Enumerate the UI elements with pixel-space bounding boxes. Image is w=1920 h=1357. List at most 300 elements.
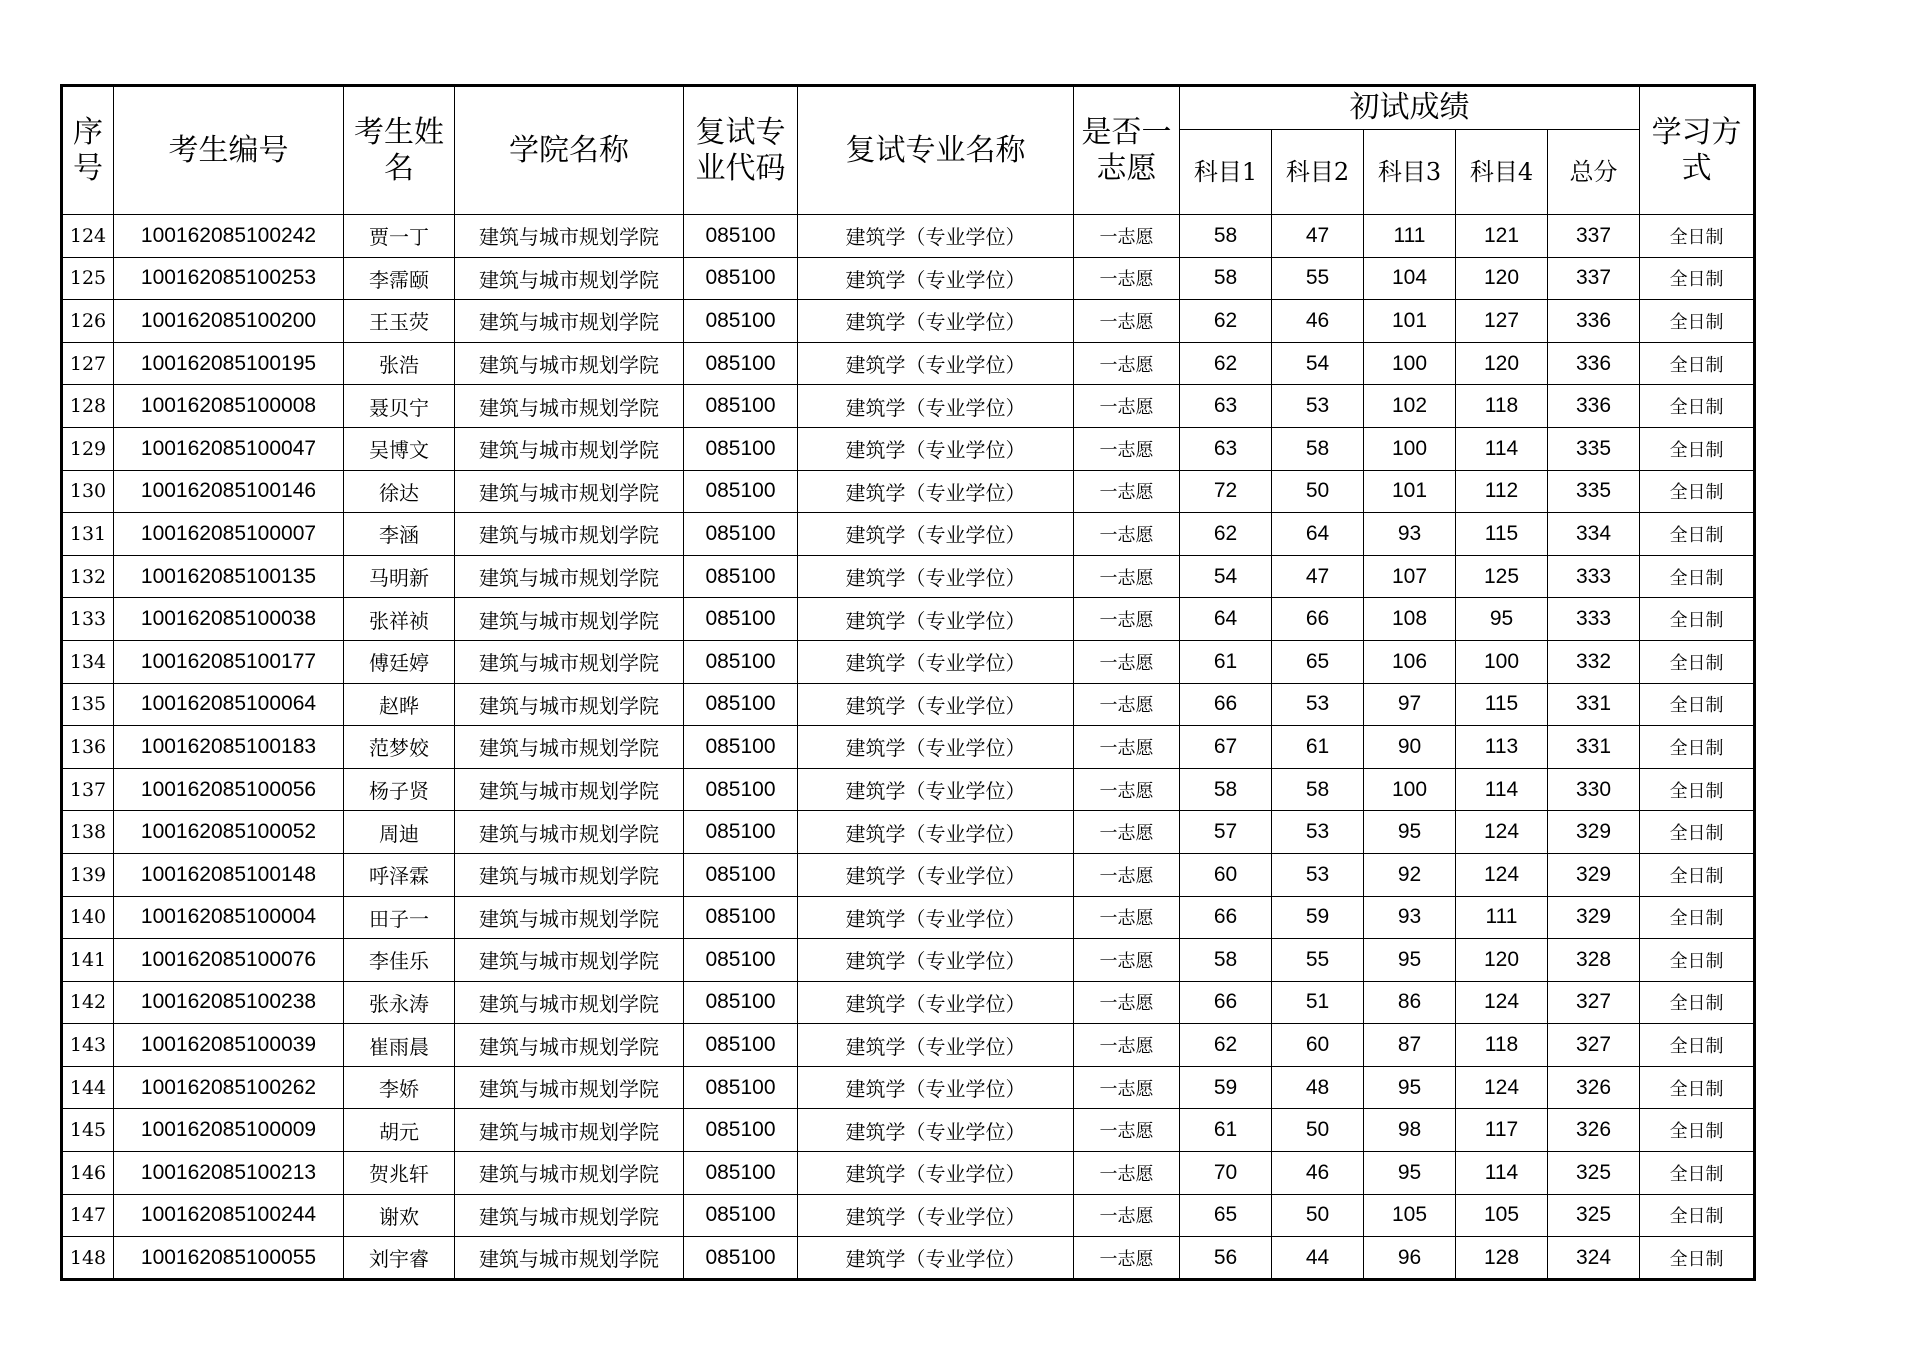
cell-major-code: 085100 bbox=[684, 1152, 798, 1195]
cell-exam-no: 100162085100052 bbox=[114, 811, 344, 854]
cell-subject3: 100 bbox=[1364, 427, 1456, 470]
cell-major-name: 建筑学（专业学位） bbox=[798, 470, 1074, 513]
cell-major-code: 085100 bbox=[684, 470, 798, 513]
cell-subject3: 98 bbox=[1364, 1109, 1456, 1152]
table-row bbox=[62, 1194, 1755, 1237]
cell-total: 337 bbox=[1548, 215, 1640, 258]
cell-total: 336 bbox=[1548, 300, 1640, 343]
cell-subject4: 120 bbox=[1456, 342, 1548, 385]
cell-total: 336 bbox=[1548, 385, 1640, 428]
cell-subject4: 127 bbox=[1456, 300, 1548, 343]
cell-study-mode: 全日制 bbox=[1640, 215, 1755, 258]
cell-major-name: 建筑学（专业学位） bbox=[798, 640, 1074, 683]
cell-major-code: 085100 bbox=[684, 1109, 798, 1152]
cell-subject1: 57 bbox=[1180, 811, 1272, 854]
cell-exam-no: 100162085100253 bbox=[114, 257, 344, 300]
cell-college: 建筑与城市规划学院 bbox=[455, 640, 684, 683]
cell-college: 建筑与城市规划学院 bbox=[455, 257, 684, 300]
cell-first-choice: 一志愿 bbox=[1074, 1152, 1180, 1195]
cell-first-choice: 一志愿 bbox=[1074, 640, 1180, 683]
header-total: 总分 bbox=[1548, 130, 1640, 215]
cell-subject1: 58 bbox=[1180, 768, 1272, 811]
cell-study-mode: 全日制 bbox=[1640, 1194, 1755, 1237]
cell-major-name: 建筑学（专业学位） bbox=[798, 981, 1074, 1024]
table-row bbox=[62, 1237, 1755, 1280]
cell-exam-no: 100162085100007 bbox=[114, 513, 344, 556]
cell-total: 329 bbox=[1548, 853, 1640, 896]
table-row bbox=[62, 215, 1755, 258]
cell-seq: 134 bbox=[62, 640, 114, 683]
cell-subject3: 93 bbox=[1364, 896, 1456, 939]
cell-subject2: 55 bbox=[1272, 257, 1364, 300]
cell-college: 建筑与城市规划学院 bbox=[455, 342, 684, 385]
table-row bbox=[62, 385, 1755, 428]
cell-total: 325 bbox=[1548, 1152, 1640, 1195]
cell-major-name: 建筑学（专业学位） bbox=[798, 853, 1074, 896]
cell-college: 建筑与城市规划学院 bbox=[455, 427, 684, 470]
cell-major-name: 建筑学（专业学位） bbox=[798, 896, 1074, 939]
cell-seq: 129 bbox=[62, 427, 114, 470]
cell-subject4: 114 bbox=[1456, 768, 1548, 811]
cell-first-choice: 一志愿 bbox=[1074, 385, 1180, 428]
cell-exam-no: 100162085100195 bbox=[114, 342, 344, 385]
cell-exam-no: 100162085100242 bbox=[114, 215, 344, 258]
cell-study-mode: 全日制 bbox=[1640, 598, 1755, 641]
cell-college: 建筑与城市规划学院 bbox=[455, 1024, 684, 1067]
cell-name: 赵晔 bbox=[344, 683, 455, 726]
cell-major-code: 085100 bbox=[684, 1194, 798, 1237]
table-row bbox=[62, 1152, 1755, 1195]
cell-subject1: 66 bbox=[1180, 981, 1272, 1024]
cell-subject2: 46 bbox=[1272, 1152, 1364, 1195]
cell-subject2: 50 bbox=[1272, 1109, 1364, 1152]
cell-major-code: 085100 bbox=[684, 513, 798, 556]
header-subject2: 科目2 bbox=[1272, 130, 1364, 215]
cell-name: 王玉荧 bbox=[344, 300, 455, 343]
cell-total: 331 bbox=[1548, 683, 1640, 726]
cell-name: 周迪 bbox=[344, 811, 455, 854]
cell-first-choice: 一志愿 bbox=[1074, 257, 1180, 300]
cell-subject1: 61 bbox=[1180, 1109, 1272, 1152]
cell-major-name: 建筑学（专业学位） bbox=[798, 1194, 1074, 1237]
cell-subject3: 101 bbox=[1364, 300, 1456, 343]
cell-seq: 146 bbox=[62, 1152, 114, 1195]
cell-total: 334 bbox=[1548, 513, 1640, 556]
cell-major-code: 085100 bbox=[684, 768, 798, 811]
cell-subject3: 96 bbox=[1364, 1237, 1456, 1280]
cell-name: 李涵 bbox=[344, 513, 455, 556]
cell-first-choice: 一志愿 bbox=[1074, 726, 1180, 769]
header-prelim-scores: 初试成绩 bbox=[1180, 86, 1640, 130]
cell-name: 吴博文 bbox=[344, 427, 455, 470]
table-row bbox=[62, 598, 1755, 641]
cell-subject1: 60 bbox=[1180, 853, 1272, 896]
cell-seq: 124 bbox=[62, 215, 114, 258]
cell-college: 建筑与城市规划学院 bbox=[455, 981, 684, 1024]
cell-subject2: 44 bbox=[1272, 1237, 1364, 1280]
cell-study-mode: 全日制 bbox=[1640, 1152, 1755, 1195]
cell-subject3: 100 bbox=[1364, 342, 1456, 385]
cell-subject2: 66 bbox=[1272, 598, 1364, 641]
cell-total: 331 bbox=[1548, 726, 1640, 769]
table-row bbox=[62, 768, 1755, 811]
cell-major-name: 建筑学（专业学位） bbox=[798, 215, 1074, 258]
cell-name: 傅廷婷 bbox=[344, 640, 455, 683]
cell-exam-no: 100162085100177 bbox=[114, 640, 344, 683]
cell-study-mode: 全日制 bbox=[1640, 300, 1755, 343]
cell-subject4: 115 bbox=[1456, 683, 1548, 726]
cell-major-name: 建筑学（专业学位） bbox=[798, 555, 1074, 598]
cell-first-choice: 一志愿 bbox=[1074, 853, 1180, 896]
cell-subject1: 63 bbox=[1180, 385, 1272, 428]
cell-subject3: 95 bbox=[1364, 811, 1456, 854]
cell-subject1: 62 bbox=[1180, 342, 1272, 385]
cell-subject1: 58 bbox=[1180, 939, 1272, 982]
cell-college: 建筑与城市规划学院 bbox=[455, 1152, 684, 1195]
cell-study-mode: 全日制 bbox=[1640, 726, 1755, 769]
cell-name: 贾一丁 bbox=[344, 215, 455, 258]
cell-name: 李佳乐 bbox=[344, 939, 455, 982]
cell-subject3: 95 bbox=[1364, 939, 1456, 982]
cell-subject2: 50 bbox=[1272, 1194, 1364, 1237]
cell-seq: 145 bbox=[62, 1109, 114, 1152]
cell-subject4: 105 bbox=[1456, 1194, 1548, 1237]
cell-seq: 132 bbox=[62, 555, 114, 598]
cell-study-mode: 全日制 bbox=[1640, 1237, 1755, 1280]
table-row bbox=[62, 1109, 1755, 1152]
cell-subject4: 128 bbox=[1456, 1237, 1548, 1280]
cell-college: 建筑与城市规划学院 bbox=[455, 683, 684, 726]
cell-study-mode: 全日制 bbox=[1640, 1109, 1755, 1152]
cell-seq: 143 bbox=[62, 1024, 114, 1067]
cell-subject1: 58 bbox=[1180, 257, 1272, 300]
cell-college: 建筑与城市规划学院 bbox=[455, 1237, 684, 1280]
cell-major-code: 085100 bbox=[684, 853, 798, 896]
cell-subject2: 48 bbox=[1272, 1066, 1364, 1109]
cell-subject3: 104 bbox=[1364, 257, 1456, 300]
cell-exam-no: 100162085100135 bbox=[114, 555, 344, 598]
cell-subject2: 58 bbox=[1272, 427, 1364, 470]
table-row bbox=[62, 640, 1755, 683]
cell-major-name: 建筑学（专业学位） bbox=[798, 342, 1074, 385]
cell-name: 刘宇睿 bbox=[344, 1237, 455, 1280]
cell-total: 325 bbox=[1548, 1194, 1640, 1237]
cell-subject2: 51 bbox=[1272, 981, 1364, 1024]
cell-subject2: 58 bbox=[1272, 768, 1364, 811]
cell-first-choice: 一志愿 bbox=[1074, 939, 1180, 982]
cell-first-choice: 一志愿 bbox=[1074, 1066, 1180, 1109]
cell-major-code: 085100 bbox=[684, 981, 798, 1024]
cell-first-choice: 一志愿 bbox=[1074, 1194, 1180, 1237]
cell-subject1: 62 bbox=[1180, 1024, 1272, 1067]
cell-subject4: 118 bbox=[1456, 1024, 1548, 1067]
cell-study-mode: 全日制 bbox=[1640, 470, 1755, 513]
cell-first-choice: 一志愿 bbox=[1074, 1024, 1180, 1067]
cell-subject2: 59 bbox=[1272, 896, 1364, 939]
cell-name: 张祥祯 bbox=[344, 598, 455, 641]
cell-seq: 139 bbox=[62, 853, 114, 896]
cell-total: 327 bbox=[1548, 1024, 1640, 1067]
cell-study-mode: 全日制 bbox=[1640, 342, 1755, 385]
cell-study-mode: 全日制 bbox=[1640, 896, 1755, 939]
cell-total: 335 bbox=[1548, 470, 1640, 513]
cell-exam-no: 100162085100064 bbox=[114, 683, 344, 726]
table-row bbox=[62, 726, 1755, 769]
cell-subject3: 95 bbox=[1364, 1152, 1456, 1195]
cell-college: 建筑与城市规划学院 bbox=[455, 726, 684, 769]
table-row bbox=[62, 1066, 1755, 1109]
cell-major-code: 085100 bbox=[684, 939, 798, 982]
cell-major-code: 085100 bbox=[684, 598, 798, 641]
cell-study-mode: 全日制 bbox=[1640, 853, 1755, 896]
table-row bbox=[62, 811, 1755, 854]
cell-name: 李霈颐 bbox=[344, 257, 455, 300]
cell-first-choice: 一志愿 bbox=[1074, 427, 1180, 470]
cell-college: 建筑与城市规划学院 bbox=[455, 896, 684, 939]
cell-major-code: 085100 bbox=[684, 385, 798, 428]
cell-first-choice: 一志愿 bbox=[1074, 811, 1180, 854]
cell-first-choice: 一志愿 bbox=[1074, 513, 1180, 556]
cell-college: 建筑与城市规划学院 bbox=[455, 470, 684, 513]
cell-subject1: 54 bbox=[1180, 555, 1272, 598]
cell-name: 聂贝宁 bbox=[344, 385, 455, 428]
cell-subject2: 53 bbox=[1272, 385, 1364, 428]
cell-total: 335 bbox=[1548, 427, 1640, 470]
cell-seq: 131 bbox=[62, 513, 114, 556]
cell-name: 田子一 bbox=[344, 896, 455, 939]
cell-exam-no: 100162085100004 bbox=[114, 896, 344, 939]
cell-college: 建筑与城市规划学院 bbox=[455, 853, 684, 896]
cell-major-name: 建筑学（专业学位） bbox=[798, 1152, 1074, 1195]
cell-major-name: 建筑学（专业学位） bbox=[798, 1237, 1074, 1280]
cell-total: 337 bbox=[1548, 257, 1640, 300]
cell-subject4: 112 bbox=[1456, 470, 1548, 513]
cell-subject3: 92 bbox=[1364, 853, 1456, 896]
cell-major-code: 085100 bbox=[684, 300, 798, 343]
cell-total: 326 bbox=[1548, 1109, 1640, 1152]
table-body bbox=[62, 215, 1755, 1280]
cell-subject1: 62 bbox=[1180, 300, 1272, 343]
cell-name: 范梦姣 bbox=[344, 726, 455, 769]
cell-seq: 135 bbox=[62, 683, 114, 726]
table-header bbox=[62, 86, 1755, 215]
cell-total: 326 bbox=[1548, 1066, 1640, 1109]
cell-exam-no: 100162085100056 bbox=[114, 768, 344, 811]
cell-seq: 141 bbox=[62, 939, 114, 982]
cell-major-code: 085100 bbox=[684, 555, 798, 598]
cell-first-choice: 一志愿 bbox=[1074, 598, 1180, 641]
table-row bbox=[62, 300, 1755, 343]
cell-subject1: 64 bbox=[1180, 598, 1272, 641]
cell-seq: 133 bbox=[62, 598, 114, 641]
cell-total: 327 bbox=[1548, 981, 1640, 1024]
cell-major-code: 085100 bbox=[684, 896, 798, 939]
cell-major-code: 085100 bbox=[684, 683, 798, 726]
cell-name: 杨子贤 bbox=[344, 768, 455, 811]
cell-name: 徐达 bbox=[344, 470, 455, 513]
header-major-name: 复试专业名称 bbox=[798, 86, 1074, 215]
cell-major-code: 085100 bbox=[684, 342, 798, 385]
cell-subject2: 47 bbox=[1272, 215, 1364, 258]
cell-college: 建筑与城市规划学院 bbox=[455, 1194, 684, 1237]
cell-exam-no: 100162085100039 bbox=[114, 1024, 344, 1067]
table-row bbox=[62, 853, 1755, 896]
cell-exam-no: 100162085100213 bbox=[114, 1152, 344, 1195]
cell-subject4: 120 bbox=[1456, 939, 1548, 982]
cell-subject2: 54 bbox=[1272, 342, 1364, 385]
cell-subject3: 101 bbox=[1364, 470, 1456, 513]
cell-total: 333 bbox=[1548, 555, 1640, 598]
cell-subject1: 70 bbox=[1180, 1152, 1272, 1195]
cell-college: 建筑与城市规划学院 bbox=[455, 300, 684, 343]
cell-subject3: 90 bbox=[1364, 726, 1456, 769]
cell-subject4: 124 bbox=[1456, 853, 1548, 896]
cell-major-name: 建筑学（专业学位） bbox=[798, 385, 1074, 428]
cell-college: 建筑与城市规划学院 bbox=[455, 555, 684, 598]
cell-subject4: 113 bbox=[1456, 726, 1548, 769]
cell-subject2: 65 bbox=[1272, 640, 1364, 683]
cell-subject2: 64 bbox=[1272, 513, 1364, 556]
cell-college: 建筑与城市规划学院 bbox=[455, 939, 684, 982]
table-row bbox=[62, 896, 1755, 939]
cell-major-name: 建筑学（专业学位） bbox=[798, 1024, 1074, 1067]
cell-subject1: 72 bbox=[1180, 470, 1272, 513]
cell-name: 谢欢 bbox=[344, 1194, 455, 1237]
cell-subject4: 124 bbox=[1456, 811, 1548, 854]
cell-college: 建筑与城市规划学院 bbox=[455, 768, 684, 811]
header-study-mode: 学习方式 bbox=[1640, 86, 1755, 215]
cell-exam-no: 100162085100009 bbox=[114, 1109, 344, 1152]
cell-total: 329 bbox=[1548, 896, 1640, 939]
cell-first-choice: 一志愿 bbox=[1074, 555, 1180, 598]
cell-college: 建筑与城市规划学院 bbox=[455, 811, 684, 854]
cell-seq: 126 bbox=[62, 300, 114, 343]
cell-subject3: 106 bbox=[1364, 640, 1456, 683]
cell-major-name: 建筑学（专业学位） bbox=[798, 300, 1074, 343]
table-row bbox=[62, 513, 1755, 556]
table-row bbox=[62, 427, 1755, 470]
cell-major-code: 085100 bbox=[684, 1237, 798, 1280]
cell-subject1: 63 bbox=[1180, 427, 1272, 470]
cell-subject1: 67 bbox=[1180, 726, 1272, 769]
cell-subject4: 114 bbox=[1456, 1152, 1548, 1195]
cell-major-name: 建筑学（专业学位） bbox=[798, 768, 1074, 811]
cell-college: 建筑与城市规划学院 bbox=[455, 385, 684, 428]
cell-major-name: 建筑学（专业学位） bbox=[798, 1066, 1074, 1109]
cell-major-name: 建筑学（专业学位） bbox=[798, 427, 1074, 470]
cell-seq: 148 bbox=[62, 1237, 114, 1280]
cell-first-choice: 一志愿 bbox=[1074, 470, 1180, 513]
cell-subject4: 95 bbox=[1456, 598, 1548, 641]
cell-name: 马明新 bbox=[344, 555, 455, 598]
cell-college: 建筑与城市规划学院 bbox=[455, 215, 684, 258]
cell-first-choice: 一志愿 bbox=[1074, 1237, 1180, 1280]
cell-subject4: 125 bbox=[1456, 555, 1548, 598]
cell-total: 328 bbox=[1548, 939, 1640, 982]
cell-seq: 128 bbox=[62, 385, 114, 428]
cell-major-name: 建筑学（专业学位） bbox=[798, 683, 1074, 726]
cell-study-mode: 全日制 bbox=[1640, 385, 1755, 428]
header-exam-no: 考生编号 bbox=[114, 86, 344, 215]
cell-exam-no: 100162085100146 bbox=[114, 470, 344, 513]
cell-seq: 140 bbox=[62, 896, 114, 939]
header-name: 考生姓名 bbox=[344, 86, 455, 215]
cell-college: 建筑与城市规划学院 bbox=[455, 1066, 684, 1109]
cell-college: 建筑与城市规划学院 bbox=[455, 1109, 684, 1152]
cell-exam-no: 100162085100076 bbox=[114, 939, 344, 982]
cell-major-name: 建筑学（专业学位） bbox=[798, 257, 1074, 300]
cell-subject4: 120 bbox=[1456, 257, 1548, 300]
cell-subject1: 56 bbox=[1180, 1237, 1272, 1280]
cell-name: 胡元 bbox=[344, 1109, 455, 1152]
cell-subject2: 46 bbox=[1272, 300, 1364, 343]
cell-name: 呼泽霖 bbox=[344, 853, 455, 896]
cell-study-mode: 全日制 bbox=[1640, 640, 1755, 683]
cell-seq: 138 bbox=[62, 811, 114, 854]
cell-first-choice: 一志愿 bbox=[1074, 215, 1180, 258]
header-college: 学院名称 bbox=[455, 86, 684, 215]
table-row bbox=[62, 981, 1755, 1024]
cell-study-mode: 全日制 bbox=[1640, 555, 1755, 598]
cell-subject4: 124 bbox=[1456, 1066, 1548, 1109]
cell-name: 崔雨晨 bbox=[344, 1024, 455, 1067]
cell-college: 建筑与城市规划学院 bbox=[455, 598, 684, 641]
cell-subject2: 53 bbox=[1272, 683, 1364, 726]
cell-study-mode: 全日制 bbox=[1640, 939, 1755, 982]
header-first-choice: 是否一志愿 bbox=[1074, 86, 1180, 215]
header-seq: 序号 bbox=[62, 86, 114, 215]
cell-subject4: 117 bbox=[1456, 1109, 1548, 1152]
cell-subject4: 111 bbox=[1456, 896, 1548, 939]
header-subject3: 科目3 bbox=[1364, 130, 1456, 215]
cell-first-choice: 一志愿 bbox=[1074, 1109, 1180, 1152]
cell-exam-no: 100162085100038 bbox=[114, 598, 344, 641]
cell-study-mode: 全日制 bbox=[1640, 981, 1755, 1024]
cell-exam-no: 100162085100148 bbox=[114, 853, 344, 896]
cell-subject1: 65 bbox=[1180, 1194, 1272, 1237]
cell-seq: 137 bbox=[62, 768, 114, 811]
table-row bbox=[62, 939, 1755, 982]
cell-college: 建筑与城市规划学院 bbox=[455, 513, 684, 556]
cell-total: 336 bbox=[1548, 342, 1640, 385]
cell-seq: 147 bbox=[62, 1194, 114, 1237]
cell-seq: 144 bbox=[62, 1066, 114, 1109]
cell-subject1: 61 bbox=[1180, 640, 1272, 683]
table-row bbox=[62, 1024, 1755, 1067]
cell-major-name: 建筑学（专业学位） bbox=[798, 513, 1074, 556]
cell-first-choice: 一志愿 bbox=[1074, 768, 1180, 811]
cell-major-code: 085100 bbox=[684, 811, 798, 854]
cell-study-mode: 全日制 bbox=[1640, 683, 1755, 726]
header-subject1: 科目1 bbox=[1180, 130, 1272, 215]
table-row bbox=[62, 683, 1755, 726]
cell-subject4: 100 bbox=[1456, 640, 1548, 683]
cell-exam-no: 100162085100200 bbox=[114, 300, 344, 343]
cell-seq: 127 bbox=[62, 342, 114, 385]
cell-subject3: 102 bbox=[1364, 385, 1456, 428]
cell-subject2: 47 bbox=[1272, 555, 1364, 598]
cell-first-choice: 一志愿 bbox=[1074, 683, 1180, 726]
cell-subject2: 55 bbox=[1272, 939, 1364, 982]
cell-exam-no: 100162085100244 bbox=[114, 1194, 344, 1237]
cell-name: 张永涛 bbox=[344, 981, 455, 1024]
cell-total: 330 bbox=[1548, 768, 1640, 811]
cell-subject1: 66 bbox=[1180, 896, 1272, 939]
cell-major-name: 建筑学（专业学位） bbox=[798, 811, 1074, 854]
cell-major-name: 建筑学（专业学位） bbox=[798, 726, 1074, 769]
cell-total: 333 bbox=[1548, 598, 1640, 641]
cell-subject3: 107 bbox=[1364, 555, 1456, 598]
